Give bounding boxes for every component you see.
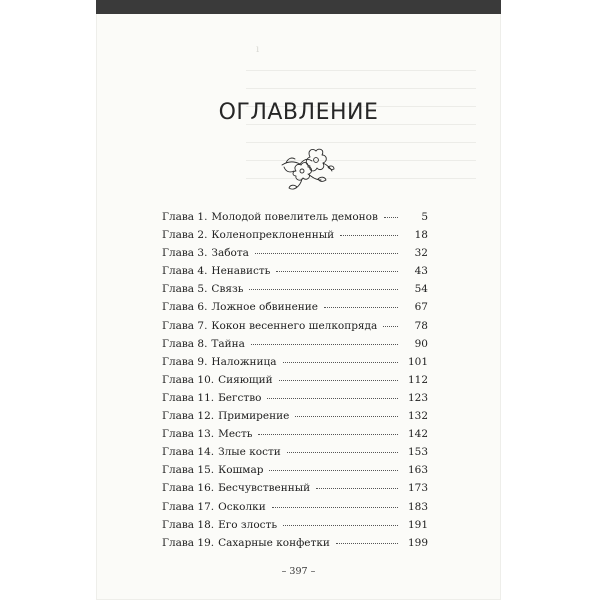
dot-leader: [255, 252, 398, 254]
chapter-title: Бесчувственный: [218, 482, 311, 495]
chapter-label: Глава 8.: [162, 337, 208, 350]
chapter-page: 199: [407, 536, 428, 549]
table-of-contents: [162, 208, 428, 552]
toc-entry[interactable]: [162, 280, 428, 298]
chapter-title: Коленопреклоненный: [211, 229, 335, 242]
dot-leader: [336, 542, 398, 544]
toc-entry[interactable]: [162, 461, 428, 479]
toc-entry[interactable]: [162, 244, 428, 262]
chapter-label: Глава 3.: [162, 247, 208, 260]
chapter-label: Глава 17.: [162, 500, 215, 513]
bleed-through-mark: ı: [256, 44, 261, 55]
dot-leader: [316, 487, 398, 489]
chapter-page: 163: [407, 464, 428, 477]
dot-leader: [283, 361, 399, 363]
chapter-page: 32: [414, 247, 428, 260]
dot-leader: [258, 433, 398, 435]
chapter-label: Глава 11.: [162, 391, 215, 404]
toc-entry[interactable]: [162, 498, 428, 516]
dot-leader: [383, 325, 398, 327]
chapter-label: Глава 16.: [162, 482, 215, 495]
chapter-page: 43: [414, 265, 428, 278]
chapter-label: Глава 10.: [162, 373, 215, 386]
chapter-label: Глава 7.: [162, 319, 208, 332]
chapter-page: 153: [407, 446, 428, 459]
dot-leader: [267, 397, 398, 399]
chapter-page: 18: [414, 229, 428, 242]
toc-entry[interactable]: [162, 516, 428, 534]
chapter-label: Глава 2.: [162, 229, 208, 242]
dot-leader: [249, 288, 398, 290]
chapter-label: Глава 15.: [162, 464, 215, 477]
dot-leader: [272, 506, 398, 508]
dot-leader: [276, 270, 398, 272]
chapter-title: Сияющий: [218, 373, 273, 386]
chapter-title: Примирение: [218, 410, 290, 423]
toc-entry[interactable]: [162, 425, 428, 443]
dot-leader: [287, 451, 398, 453]
toc-entry[interactable]: [162, 407, 428, 425]
toc-entry[interactable]: [162, 534, 428, 552]
chapter-page: 67: [414, 301, 428, 314]
chapter-title: Наложница: [211, 355, 277, 368]
chapter-page: 132: [407, 410, 428, 423]
dot-leader: [279, 379, 398, 381]
chapter-label: Глава 9.: [162, 355, 208, 368]
dot-leader: [340, 234, 398, 236]
book-page: [96, 0, 501, 600]
toc-entry[interactable]: [162, 389, 428, 407]
toc-entry[interactable]: [162, 353, 428, 371]
chapter-title: Кокон весеннего шелкопряда: [211, 319, 378, 332]
chapter-label: Глава 4.: [162, 265, 208, 278]
chapter-label: Глава 18.: [162, 518, 215, 531]
chapter-title: Сахарные конфетки: [218, 536, 330, 549]
chapter-title: Забота: [211, 247, 249, 260]
toc-entry[interactable]: [162, 226, 428, 244]
chapter-title: Месть: [218, 428, 253, 441]
dot-leader: [384, 216, 398, 218]
chapter-title: Ложное обвинение: [211, 301, 319, 314]
dot-leader: [251, 343, 398, 345]
flower-icon: [274, 143, 336, 193]
toc-entry[interactable]: [162, 208, 428, 226]
chapter-title: Бегство: [218, 391, 262, 404]
chapter-page: 54: [414, 283, 428, 296]
dot-leader: [283, 524, 398, 526]
chapter-label: Глава 1.: [162, 211, 208, 223]
toc-entry[interactable]: [162, 335, 428, 353]
dot-leader: [324, 306, 398, 308]
toc-entry[interactable]: [162, 298, 428, 316]
chapter-label: Глава 12.: [162, 410, 215, 423]
chapter-page: 5: [421, 211, 428, 223]
chapter-page: 191: [407, 518, 428, 531]
dot-leader: [269, 469, 398, 471]
chapter-title: Связь: [211, 283, 244, 296]
chapter-page: 101: [407, 355, 428, 368]
chapter-page: 78: [414, 319, 428, 332]
chapter-label: Глава 19.: [162, 536, 215, 549]
toc-entry[interactable]: [162, 262, 428, 280]
toc-entry[interactable]: [162, 371, 428, 389]
chapter-title: Ненависть: [211, 265, 271, 278]
chapter-title: Кошмар: [218, 464, 264, 477]
toc-entry[interactable]: [162, 443, 428, 461]
scan-edge: [96, 0, 501, 14]
chapter-page: 142: [407, 428, 428, 441]
chapter-title: Тайна: [211, 337, 245, 350]
chapter-label: Глава 14.: [162, 446, 215, 459]
chapter-title: Злые кости: [218, 446, 281, 459]
chapter-page: 90: [414, 337, 428, 350]
chapter-label: Глава 13.: [162, 428, 215, 441]
page-number: – 397 –: [281, 566, 316, 577]
dot-leader: [295, 415, 398, 417]
page-title: ОГЛАВЛЕНИЕ: [218, 100, 379, 125]
toc-entry[interactable]: [162, 317, 428, 335]
chapter-title: Его злость: [218, 518, 278, 531]
chapter-page: 112: [407, 373, 428, 386]
chapter-label: Глава 5.: [162, 283, 208, 296]
chapter-title: Молодой повелитель демонов: [211, 211, 378, 223]
chapter-page: 173: [407, 482, 428, 495]
chapter-page: 123: [407, 391, 428, 404]
chapter-page: 183: [407, 500, 428, 513]
chapter-title: Осколки: [218, 500, 266, 513]
toc-entry[interactable]: [162, 479, 428, 497]
chapter-label: Глава 6.: [162, 301, 208, 314]
